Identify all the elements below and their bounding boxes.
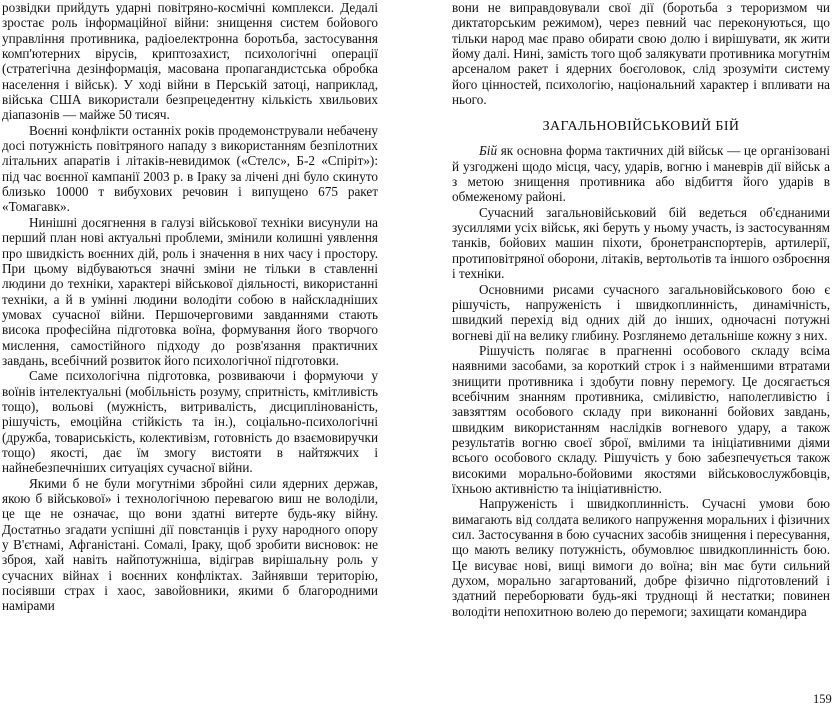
paragraph: Якими б не були могутніми збройні сили ядерних держав, якою б військової» і технологічною перевагою виш не володіли, це ще не означає, що вони здатні витерте будь-яку війну. Достатньо згадати успішні дії повстанців і руху народного опору у В'єтнамі, Афганістані. Сомалі, Іраку, щоб зробити висновок: не зброя, хай навіть найпотужніша, відіграв вирішальну роль у сучасних війнах і воєнних конфліктах. Зайнявши територію, посіявши страх і хаос, завойовники, якими б благородними намірами <box>2 475 378 614</box>
left-column <box>2 0 378 614</box>
paragraph: Рішучість полягає в прагненні особового складу всіма наявними засобами, за короткий строк і з найменшими втратами знищити противника і здобути повну перемогу. Це досягається всебічним знанням противника, сміливістю, наполегливістю і завзяттям особового складу при виконанні бойових завдань, швидким використанням наслідків вогневого удару, а також результатів вогню своєї зброї, вмілими та ініціативними діями всього особового складу. Рішучість у бою забезпечується також високими морально-бойовими якостями військовослужбовців, їхньою активністю та ініціативністю. <box>452 342 830 496</box>
paragraph: Основними рисами сучасного загальновійськового бою є рішучість, напруженість і швидкоплинність, динамічність, швидкий перехід від одних дій до інших, одночасні потужні вогневі дії на велику глибину. Розглянемо детальніше кожну з них. <box>452 281 830 343</box>
definition-text: як основна форма тактичних дій військ — це організовані й узгоджені щодо місця, часу, ударів, вогню і маневрів дії військ а з метою знищення противника або відбиття його ударів в обмеженому районі. <box>452 143 830 205</box>
right-column <box>452 0 830 619</box>
paragraph: Нинішні досягнення в галузі військової техніки висунули на перший план нові актуальні проблеми, змінили колишні уявлення про швидкість воєнних дій, роль і значення в них часу і простору. При цьому відбуваються значні зміни не тільки в ставленні людини до техніки, характері військової діяльності, використанні техніки, а й в умінні людини володіти собою в найскладніших умовах сучасної війни. Першочерговими завданнями стають висока професійна підготовка воїна, формування його творчого мислення, самостійного підходу до розв'язання практичних завдань, всебічний розвиток його психологічної підготовки. <box>2 214 378 368</box>
defined-term: Бій <box>479 143 498 159</box>
section-heading-wrap <box>452 107 830 143</box>
page-number: 159 <box>813 692 832 706</box>
paragraph: вони не виправдовували свої дії (боротьба з тероризмом чи диктаторським режимом), через певний час переконуються, що тільки народ має право обирати свою долю і вирішувати, як жити йому далі. Нині, замість того щоб залякувати противника могутнім арсеналом ракет і ядерних боєголовок, слід зрозуміти систему його цінностей, психологію, національний характер і впливати на нього. <box>452 0 830 108</box>
section-heading: ЗАГАЛЬНОВІЙСЬКОВИЙ БІЙ <box>542 119 740 135</box>
paragraph: розвідки прийдуть ударні повітряно-космічні комплекси. Дедалі зростає роль інформаційної війни: знищення систем бойового управління противника, радіоелектронна боротьба, застосування комп'ютерних вірусів, криптозахист, психологічні операції (стратегічна дезінформація, масована пропагандистська обробка населення і військ). У ході війни в Перській затоці, наприклад, війська США використали безпрецедентну кількість хвильових діапазонів — майже 50 тисяч. <box>2 0 378 123</box>
paragraph: Воєнні конфлікти останніх років продемонстрували небачену досі потужність повітряного нападу з використанням безпілотних літальних апаратів і літаків-невидимок («Стелс», Б-2 «Спіріт»): під час воєнної кампанії 2003 р. в Іраку за лічені дні було скинуто близько 10000 т вибухових речовин і випущено 675 ракет «Томагавк». <box>2 122 378 215</box>
paragraph: Напруженість і швидкоплинність. Сучасні умови бою вимагають від солдата великого напруження моральних і фізичних сил. Застосування в бою сучасних засобів знищення і пересування, що мають велику потужність, обумовлює швидкоплинність бою. Це висуває нові, вищі вимоги до воїна; він має бути сильний духом, морально загартований, добре фізично підготовлений і здатний переборювати будь-які труднощі й нестатки; повинен володіти непохитною волею до перемоги; захищати командира <box>452 496 830 619</box>
paragraph: Сучасний загальновійськовий бій ведеться об'єднаними зусиллями усіх військ, які беруть у ньому участь, із застосуванням танків, бойових машин піхоти, бронетранспортерів, артилерії, протиповітряної оборони, літаків, вертольотів та іншого озброєння і техніки. <box>452 204 830 282</box>
definition-paragraph <box>452 143 830 204</box>
paragraph: Саме психологічна підготовка, розвиваючи і формуючи у воїнів інтелектуальні (мобільність розуму, спритність, кмітливість тощо), вольові (мужність, витривалість, дисциплінованість, рішучість, емоційна стійкість та ін.), соціально-психологічні (дружба, товариськість, колективізм, готовність до взаємовиручки тощо) якості, дає їм змогу вистояти в найтяжчих і найнебезпечніших ситуаціях сучасної війни. <box>2 368 378 476</box>
